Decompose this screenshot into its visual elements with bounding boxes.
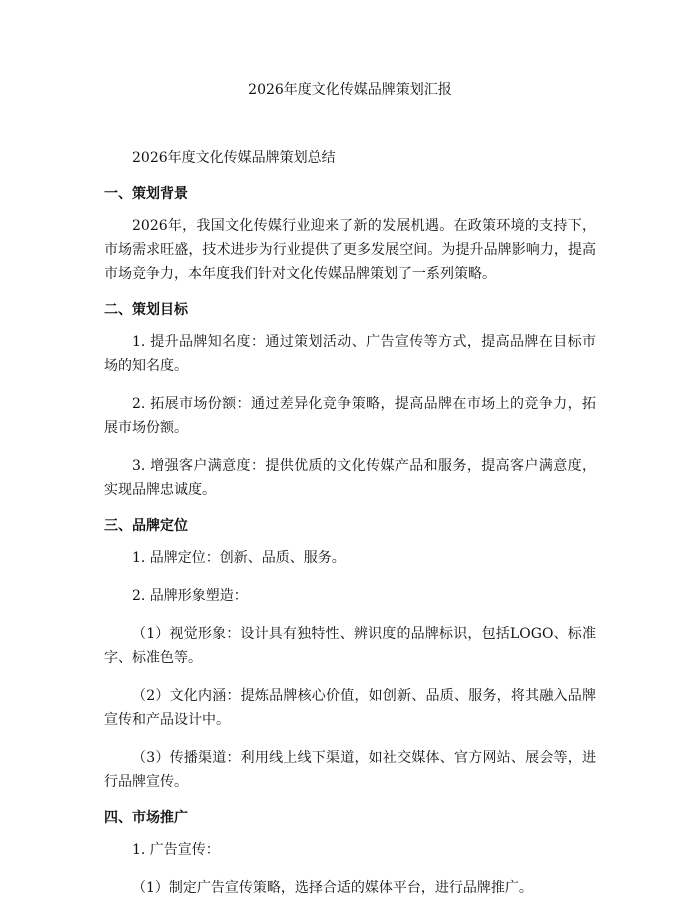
section-background-paragraph: 2026年，我国文化传媒行业迎来了新的发展机遇。在政策环境的支持下，市场需求旺盛，技术进步为行业提供了更多发展空间。为提升品牌影响力，提高市场竞争力，本年度我们针对文化传媒品牌策划了一系列策略。 bbox=[104, 218, 596, 282]
advertising-strategy-subitem: （1）制定广告宣传策略，选择合适的媒体平台，进行品牌推广。 bbox=[132, 880, 533, 896]
positioning-item: 1. 品牌定位：创新、品质、服务。 bbox=[132, 550, 346, 566]
document-title: 2026年度文化传媒品牌策划汇报 bbox=[248, 82, 452, 98]
goal-item-awareness: 1. 提升品牌知名度：通过策划活动、广告宣传等方式，提高品牌在目标市场的知名度。 bbox=[104, 334, 596, 374]
goal-item-market-share: 2. 拓展市场份额：通过差异化竞争策略，提高品牌在市场上的竞争力，拓展市场份额。 bbox=[104, 396, 596, 436]
section-heading-promotion: 四、市场推广 bbox=[104, 810, 188, 826]
channels-subitem: （3）传播渠道：利用线上线下渠道，如社交媒体、官方网站、展会等，进行品牌宣传。 bbox=[104, 750, 596, 790]
cultural-connotation-subitem: （2）文化内涵：提炼品牌核心价值，如创新、品质、服务，将其融入品牌宣传和产品设计中。 bbox=[104, 688, 596, 728]
section-heading-positioning: 三、品牌定位 bbox=[104, 518, 188, 534]
section-heading-goals: 二、策划目标 bbox=[104, 302, 188, 318]
document-subtitle: 2026年度文化传媒品牌策划总结 bbox=[132, 150, 336, 166]
goal-item-satisfaction: 3. 增强客户满意度：提供优质的文化传媒产品和服务，提高客户满意度，实现品牌忠诚度。 bbox=[104, 458, 596, 498]
document-body bbox=[104, 146, 596, 914]
advertising-item: 1. 广告宣传： bbox=[132, 842, 220, 858]
visual-image-subitem: （1）视觉形象：设计具有独特性、辨识度的品牌标识，包括LOGO、标准字、标准色等。 bbox=[104, 626, 596, 666]
brand-image-item: 2. 品牌形象塑造： bbox=[132, 588, 248, 604]
section-heading-background: 一、策划背景 bbox=[104, 186, 188, 202]
